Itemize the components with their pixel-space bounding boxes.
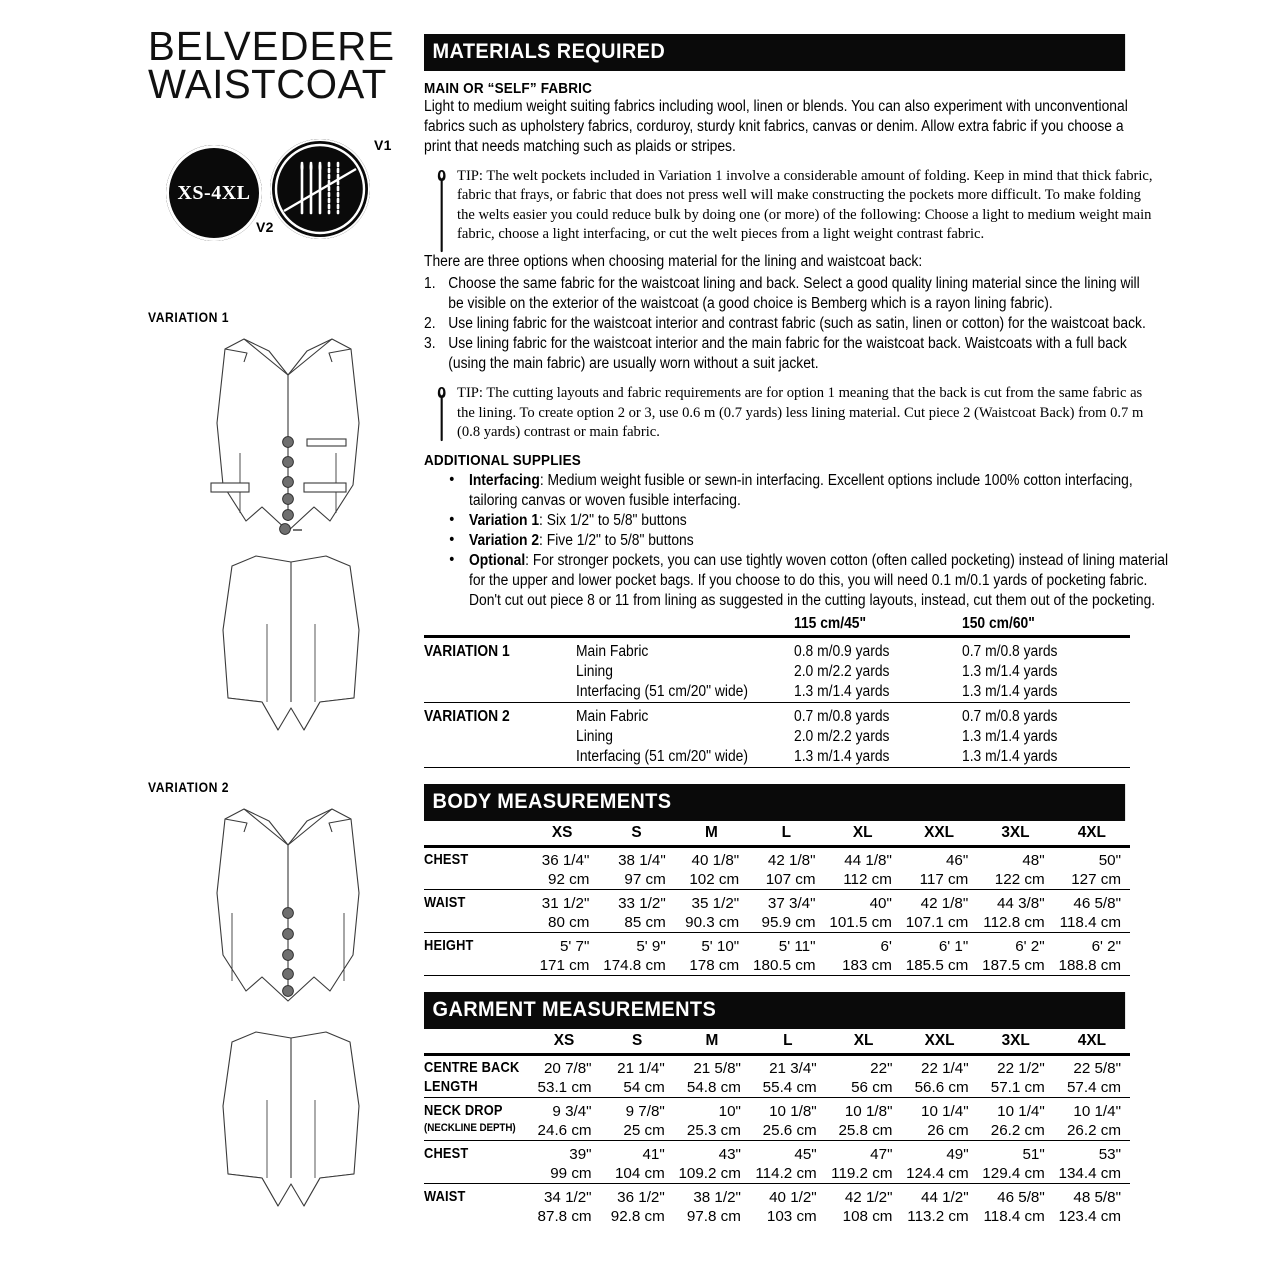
value-metric: 54 cm [623, 1078, 665, 1096]
list-item [424, 471, 1174, 511]
value-imperial: 40 1/8" [691, 852, 740, 870]
value-imperial: 5' 7" [559, 938, 590, 956]
garment-measurements-header: GARMENT MEASUREMENTS [424, 992, 1125, 1029]
measurement-label: WAIST [424, 895, 466, 912]
size-header: XS [553, 1031, 575, 1049]
size-header: S [631, 824, 642, 842]
size-header: L [781, 824, 792, 842]
value-metric: 80 cm [548, 914, 590, 932]
variation-group-label: VARIATION 1 [424, 643, 510, 661]
value-imperial: 6' 2" [1091, 938, 1121, 956]
waistcoat-front-variation-1-illustration [181, 331, 396, 551]
waistcoat-back-view-2-block [196, 1028, 386, 1243]
value-metric: 26 cm [927, 1121, 969, 1139]
list-item-number: 2. [424, 315, 436, 333]
variation-1-heading: VARIATION 1 [148, 310, 230, 325]
lining-options-intro-block [424, 252, 1129, 272]
fabric-item: Main Fabric [576, 708, 649, 726]
fabric-qty-150: 1.3 m/1.4 yards [962, 663, 1058, 681]
size-header: 3XL [1001, 1031, 1030, 1049]
fabric-requirements-table [424, 615, 1130, 770]
size-header: XL [853, 1031, 874, 1049]
bullet-icon: • [449, 511, 455, 529]
fabric-qty-115: 2.0 m/2.2 yards [794, 728, 890, 746]
value-imperial: 5' 9" [636, 938, 666, 956]
list-item-term: Interfacing [469, 472, 540, 490]
variation-group-label: VARIATION 2 [424, 708, 510, 726]
value-imperial: 50" [1098, 852, 1121, 870]
value-imperial: 40 1/2" [769, 1188, 817, 1206]
list-item-text: Use lining fabric for the waistcoat interior and the main fabric for the waistcoat back. Waistcoats with a full back (using the main fabric) are usually worn without a suit jacket. [448, 335, 1127, 373]
list-item-text: : Five 1/2" to 5/8" buttons [539, 532, 694, 550]
value-metric: 174.8 cm [603, 957, 666, 975]
value-metric: 25.6 cm [762, 1121, 817, 1139]
value-metric: 129.4 cm [982, 1164, 1045, 1182]
value-metric: 25.8 cm [838, 1121, 893, 1139]
value-metric: 55.4 cm [762, 1078, 817, 1096]
value-metric: 53.1 cm [537, 1078, 592, 1096]
value-metric: 124.4 cm [906, 1164, 969, 1182]
measurement-label: CENTRE BACK [424, 1059, 520, 1076]
table-row [424, 851, 1130, 870]
value-imperial: 42 1/8" [920, 895, 969, 913]
value-imperial: 35 1/2" [691, 895, 740, 913]
value-metric: 103 cm [766, 1207, 817, 1225]
column-header-115: 115 cm/45" [794, 615, 867, 633]
value-metric: 183 cm [842, 957, 892, 975]
value-imperial: 47" [870, 1145, 893, 1163]
value-imperial: 44 1/8" [844, 852, 892, 870]
table-row [424, 1207, 1130, 1226]
value-metric: 134.4 cm [1058, 1164, 1121, 1182]
value-metric: 90.3 cm [685, 914, 740, 932]
size-header: XL [852, 824, 873, 842]
value-metric: 107 cm [765, 871, 816, 889]
fabric-qty-115: 1.3 m/1.4 yards [794, 683, 890, 701]
table-row [424, 956, 1130, 975]
table-row [424, 1059, 1130, 1078]
measurement-label-second-line: LENGTH [424, 1078, 478, 1095]
page-title [148, 23, 408, 107]
list-item-text: : Medium weight fusible or sewn-in interfacing. Excellent options include 100% cotton interfacing, tailoring canvas or woven fusible interfacing. [469, 472, 1133, 510]
table-row [424, 747, 1130, 768]
value-imperial: 40" [869, 895, 892, 913]
title-line-2: WAISTCOAT [148, 60, 387, 107]
value-metric: 87.8 cm [537, 1207, 592, 1225]
value-metric: 112.8 cm [983, 914, 1045, 932]
value-metric: 171 cm [539, 957, 590, 975]
fabric-qty-150: 0.7 m/0.8 yards [962, 708, 1058, 726]
value-imperial: 33 1/2" [618, 895, 666, 913]
value-metric: 113.2 cm [907, 1207, 969, 1225]
value-metric: 57.1 cm [990, 1078, 1045, 1096]
needle-icon [436, 384, 448, 442]
waistcoat-back-view-1-block [196, 552, 386, 767]
value-metric: 109.2 cm [678, 1164, 741, 1182]
value-imperial: 46" [945, 852, 969, 870]
value-imperial: 37 3/4" [767, 895, 816, 913]
bullet-icon: • [449, 471, 455, 489]
list-item [424, 274, 1154, 314]
title-line-1: BELVEDERE [148, 23, 396, 69]
difficulty-v1-label: V1 [374, 137, 392, 154]
size-header: XXL [924, 1031, 955, 1049]
list-item-number: 3. [424, 335, 436, 353]
badge-group [148, 139, 413, 244]
value-metric: 92 cm [548, 871, 590, 889]
difficulty-v2-label: V2 [256, 219, 274, 236]
value-imperial: 21 1/4" [617, 1059, 665, 1077]
value-metric: 56.6 cm [914, 1078, 969, 1096]
size-range-label: XS-4XL [177, 181, 251, 204]
list-item-term: Variation 2 [469, 532, 540, 550]
value-imperial: 38 1/2" [693, 1188, 741, 1206]
list-item-text: Use lining fabric for the waistcoat interior and contrast fabric (such as satin, linen or cotton) for the waistcoat back. [448, 315, 1146, 333]
materials-required-header: MATERIALS REQUIRED [424, 34, 1125, 71]
value-metric: 85 cm [624, 914, 666, 932]
measurement-label: HEIGHT [424, 938, 474, 955]
list-item [424, 551, 1174, 611]
value-metric: 99 cm [550, 1164, 592, 1182]
value-imperial: 5' 10" [701, 938, 740, 956]
value-metric: 178 cm [689, 957, 740, 975]
fabric-item: Interfacing (51 cm/20" wide) [576, 748, 748, 766]
value-metric: 123.4 cm [1058, 1207, 1121, 1225]
bullet-icon: • [449, 551, 455, 569]
value-imperial: 21 3/4" [769, 1059, 817, 1077]
value-metric: 97 cm [624, 871, 666, 889]
size-header: S [632, 1031, 643, 1049]
value-metric: 118.4 cm [983, 1207, 1045, 1225]
main-fabric-body [424, 97, 1129, 157]
additional-supplies-list [424, 471, 1169, 611]
value-imperial: 45" [794, 1145, 817, 1163]
value-imperial: 31 1/2" [541, 895, 590, 913]
value-metric: 118.4 cm [1059, 914, 1121, 932]
value-imperial: 53" [1098, 1145, 1121, 1163]
value-imperial: 9 3/4" [552, 1102, 592, 1120]
value-imperial: 5' 11" [778, 938, 816, 956]
value-metric: 127 cm [1071, 871, 1121, 889]
size-header: XXL [924, 824, 955, 842]
additional-supplies-heading: ADDITIONAL SUPPLIES [424, 452, 581, 470]
table-row [424, 682, 1130, 703]
fabric-qty-115: 2.0 m/2.2 yards [794, 663, 890, 681]
difficulty-badge [270, 139, 370, 239]
value-imperial: 48 5/8" [1073, 1188, 1121, 1206]
garment-measurements-table [424, 1029, 1130, 1226]
value-imperial: 42 1/8" [767, 852, 816, 870]
table-header-row [424, 821, 1130, 847]
value-imperial: 6' [880, 938, 892, 956]
value-imperial: 48" [1022, 852, 1045, 870]
value-metric: 25 cm [623, 1121, 665, 1139]
value-metric: 26.2 cm [1066, 1121, 1121, 1139]
bullet-icon: • [449, 531, 455, 549]
value-metric: 119.2 cm [831, 1164, 893, 1182]
measurement-label-second-line: (NECKLINE DEPTH) [424, 1121, 516, 1134]
waistcoat-back-illustration-2 [196, 1028, 386, 1238]
list-item-text: : For stronger pockets, you can use tightly woven cotton (often called pocketing) instead of lining material for the upper and lower pocket bags. If you choose to do this, you will need 0.1 m/0.1 yards of pocketing fabric. Don't cut out piece 8 or 11 from lining as suggested in the cutting layouts, instead, cut them out of the pocketing. [469, 552, 1169, 610]
value-metric: 114.2 cm [755, 1164, 817, 1182]
measurement-label: CHEST [424, 1145, 469, 1162]
value-metric: 117 cm [919, 871, 969, 889]
value-metric: 92.8 cm [610, 1207, 665, 1225]
value-imperial: 41" [642, 1145, 665, 1163]
fabric-item: Lining [576, 728, 613, 746]
table-row [424, 913, 1130, 932]
list-item [424, 531, 1174, 551]
value-metric: 57.4 cm [1066, 1078, 1121, 1096]
value-metric: 187.5 cm [982, 957, 1045, 975]
value-metric: 102 cm [689, 871, 740, 889]
table-row [424, 937, 1130, 956]
table-row [424, 1188, 1130, 1207]
fabric-qty-115: 0.8 m/0.9 yards [794, 643, 890, 661]
size-header: L [783, 1031, 793, 1049]
table-row [424, 662, 1130, 682]
value-imperial: 21 5/8" [693, 1059, 741, 1077]
size-header: M [705, 824, 718, 842]
value-imperial: 49" [946, 1145, 969, 1163]
body-measurements-header: BODY MEASUREMENTS [424, 784, 1125, 821]
list-item-term: Optional [469, 552, 526, 570]
list-item [424, 334, 1154, 374]
tip-welt-pockets [434, 166, 1155, 243]
value-imperial: 43" [718, 1145, 741, 1163]
value-imperial: 51" [1022, 1145, 1045, 1163]
measurement-label: NECK DROP [424, 1102, 503, 1119]
value-metric: 107.1 cm [905, 914, 969, 932]
value-imperial: 9 7/8" [625, 1102, 665, 1120]
value-imperial: 20 7/8" [543, 1059, 592, 1077]
table-row [424, 727, 1130, 747]
value-imperial: 44 3/8" [996, 895, 1045, 913]
value-imperial: 10 1/4" [1073, 1102, 1121, 1120]
table-row [424, 894, 1130, 913]
fabric-qty-115: 0.7 m/0.8 yards [794, 708, 890, 726]
list-item [424, 314, 1154, 334]
list-item-number: 1. [424, 275, 436, 293]
value-metric: 108 cm [842, 1207, 893, 1225]
size-range-badge [166, 145, 262, 241]
size-header: 3XL [1001, 824, 1030, 842]
lining-options-intro: There are three options when choosing material for the lining and waistcoat back: [424, 253, 923, 271]
value-imperial: 10" [718, 1102, 741, 1120]
value-imperial: 6' 1" [938, 938, 969, 956]
value-imperial: 10 1/8" [769, 1102, 817, 1120]
main-fabric-paragraph: Light to medium weight suiting fabrics including wool, linen or blends. You can also experiment with unconventional fabrics such as upholstery fabrics, corduroy, sturdy knit fabrics, canvas or denim. Allow extra fabric if you choose a print that needs matching such as plaids or stripes. [424, 98, 1128, 156]
measurement-label: CHEST [424, 852, 469, 869]
table-header-row [424, 615, 1130, 637]
value-metric: 122 cm [994, 871, 1045, 889]
table-row [424, 642, 1130, 662]
fabric-qty-150: 1.3 m/1.4 yards [962, 748, 1058, 766]
left-column [148, 23, 413, 244]
main-fabric-heading: MAIN OR “SELF” FABRIC [424, 80, 593, 97]
lining-options-list [424, 274, 1146, 374]
size-header: 4XL [1077, 1031, 1106, 1049]
value-metric: 25.3 cm [686, 1121, 741, 1139]
value-metric: 24.6 cm [537, 1121, 592, 1139]
waistcoat-back-illustration-1 [196, 552, 386, 762]
body-measurements-table [424, 821, 1130, 978]
fabric-qty-115: 1.3 m/1.4 yards [794, 748, 890, 766]
value-imperial: 22" [870, 1059, 893, 1077]
table-row [424, 1121, 1130, 1140]
variation-2-figure-block [148, 780, 428, 1021]
value-metric: 188.8 cm [1058, 957, 1121, 975]
table-row [424, 1164, 1130, 1183]
right-column [424, 34, 1169, 1225]
value-metric: 26.2 cm [990, 1121, 1045, 1139]
value-imperial: 36 1/2" [617, 1188, 665, 1206]
value-imperial: 42 1/2" [844, 1188, 893, 1206]
fabric-item: Interfacing (51 cm/20" wide) [576, 683, 748, 701]
value-imperial: 46 5/8" [997, 1188, 1045, 1206]
value-imperial: 10 1/4" [921, 1102, 969, 1120]
value-metric: 54.8 cm [686, 1078, 741, 1096]
table-row [424, 1078, 1130, 1097]
value-imperial: 22 1/4" [921, 1059, 969, 1077]
fabric-qty-150: 0.7 m/0.8 yards [962, 643, 1058, 661]
value-metric: 95.9 cm [761, 914, 816, 932]
value-metric: 56 cm [851, 1078, 893, 1096]
tip-welt-pockets-text: TIP: The welt pockets included in Variation 1 involve a considerable amount of folding. Keep in mind that thick fabric, fabric that frays, or fabric that does not press well will make constructing the pockets more difficult. To make folding the welts easier you could reduce bulk by doing one (or more) of the following: Choose a light to medium weight main fabric, choose a light interfacing, or cut the welt pieces from a light weight contrast fabric. [457, 167, 1153, 242]
fabric-qty-150: 1.3 m/1.4 yards [962, 683, 1058, 701]
value-imperial: 44 1/2" [921, 1188, 969, 1206]
value-imperial: 6' 2" [1015, 938, 1045, 956]
size-header: 4XL [1077, 824, 1106, 842]
value-metric: 97.8 cm [686, 1207, 741, 1225]
table-row [424, 707, 1130, 727]
needles-icon [270, 139, 370, 239]
column-header-150: 150 cm/60" [962, 615, 1035, 633]
value-imperial: 10 1/4" [997, 1102, 1045, 1120]
value-metric: 104 cm [614, 1164, 665, 1182]
size-header: M [705, 1031, 719, 1049]
list-item-term: Variation 1 [469, 512, 540, 530]
value-imperial: 39" [569, 1145, 592, 1163]
waistcoat-front-variation-2-illustration [181, 801, 396, 1021]
table-header-row [424, 1029, 1130, 1055]
tip-cutting-layouts-text: TIP: The cutting layouts and fabric requirements are for option 1 meaning that the back is cut from the same fabric as the lining. To create option 2 or 3, use 0.6 m (0.7 yards) less lining material. Cut piece 2 (Waistcoat Back) from 0.7 m (0.8 yards) contrast or main fabric. [457, 384, 1144, 440]
table-row [424, 1102, 1130, 1121]
table-row [424, 870, 1130, 889]
fabric-qty-150: 1.3 m/1.4 yards [962, 728, 1058, 746]
value-imperial: 38 1/4" [618, 852, 666, 870]
value-imperial: 22 1/2" [997, 1059, 1045, 1077]
fabric-item: Lining [576, 663, 613, 681]
list-item-text: : Six 1/2" to 5/8" buttons [539, 512, 687, 530]
value-imperial: 36 1/4" [541, 852, 590, 870]
value-imperial: 22 5/8" [1073, 1059, 1121, 1077]
value-metric: 180.5 cm [753, 957, 816, 975]
size-header: XS [551, 824, 573, 842]
value-imperial: 10 1/8" [844, 1102, 893, 1120]
value-imperial: 34 1/2" [543, 1188, 592, 1206]
variation-1-figure-block [148, 310, 428, 551]
table-row [424, 1145, 1130, 1164]
list-item-text: Choose the same fabric for the waistcoat lining and back. Select a good quality lining material since the lining will be visible on the exterior of the waistcoat (a good choice is Bemberg which is a rayon lining fabric). [448, 275, 1140, 313]
value-imperial: 46 5/8" [1073, 895, 1121, 913]
needle-icon [436, 167, 448, 253]
measurement-label: WAIST [424, 1188, 466, 1205]
value-metric: 112 cm [843, 871, 892, 889]
fabric-item: Main Fabric [576, 643, 649, 661]
value-metric: 101.5 cm [829, 914, 892, 932]
list-item [424, 511, 1174, 531]
value-metric: 185.5 cm [905, 957, 969, 975]
variation-2-heading: VARIATION 2 [148, 780, 230, 795]
tip-cutting-layouts [434, 383, 1155, 441]
